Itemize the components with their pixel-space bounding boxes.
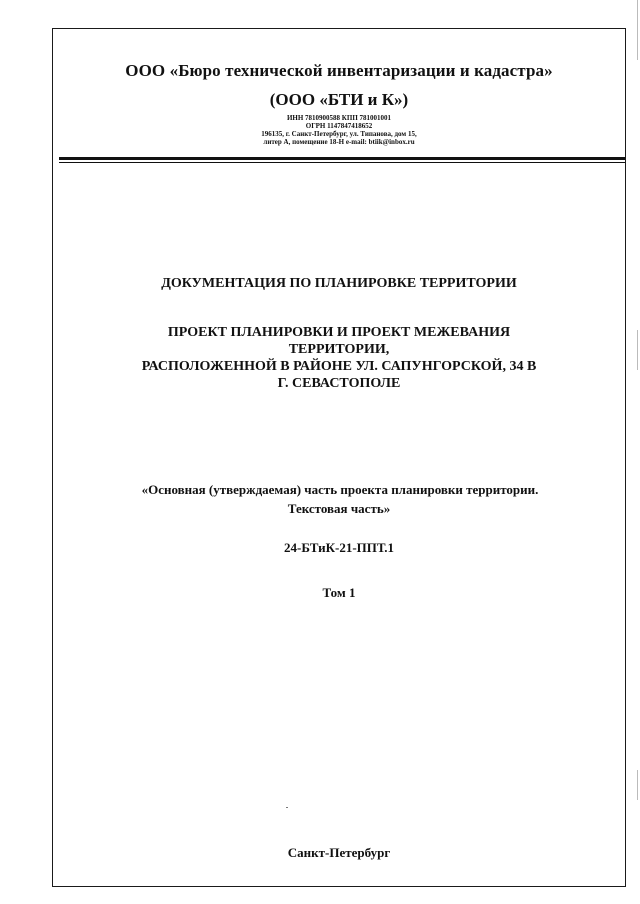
header-divider-thin bbox=[59, 162, 625, 163]
title-page-frame bbox=[52, 28, 626, 887]
scan-edge-mark bbox=[637, 0, 638, 60]
organization-name: ООО «Бюро технической инвентаризации и кадастра» bbox=[125, 61, 553, 80]
document-type: ДОКУМЕНТАЦИЯ ПО ПЛАНИРОВКЕ ТЕРРИТОРИИ bbox=[161, 276, 517, 291]
city-label: Санкт-Петербург bbox=[287, 845, 391, 860]
project-title-line: Г. СЕВАСТОПОЛЕ bbox=[277, 376, 401, 391]
scan-speck bbox=[286, 807, 288, 808]
part-title-line: Текстовая часть» bbox=[287, 501, 391, 516]
scan-edge-mark bbox=[637, 770, 638, 800]
project-title-line: ТЕРРИТОРИИ, bbox=[288, 342, 390, 357]
document-code: 24-БТиК-21-ППТ.1 bbox=[283, 540, 395, 555]
part-title-line: «Основная (утверждаемая) часть проекта планировки территории. bbox=[141, 482, 539, 497]
ogrn: ОГРН 1147847418652 bbox=[305, 122, 373, 130]
project-title-line: ПРОЕКТ ПЛАНИРОВКИ И ПРОЕКТ МЕЖЕВАНИЯ bbox=[167, 325, 511, 340]
inn-kpp: ИНН 7810900588 КПП 781001001 bbox=[286, 114, 392, 122]
address-line-1: 196135, г. Санкт-Петербург, ул. Типанова, дом 15, bbox=[261, 130, 417, 138]
address-line-2: литер А, помещение 18-Н e-mail: btiik@inbox.ru bbox=[263, 138, 415, 146]
organization-short-name: (ООО «БТИ и К») bbox=[269, 90, 409, 109]
project-title-line: РАСПОЛОЖЕННОЙ В РАЙОНЕ УЛ. САПУНГОРСКОЙ, 34 В bbox=[141, 359, 537, 374]
scan-edge-mark bbox=[637, 330, 638, 370]
header-divider-thick bbox=[59, 157, 625, 160]
volume-label: Том 1 bbox=[322, 585, 356, 600]
